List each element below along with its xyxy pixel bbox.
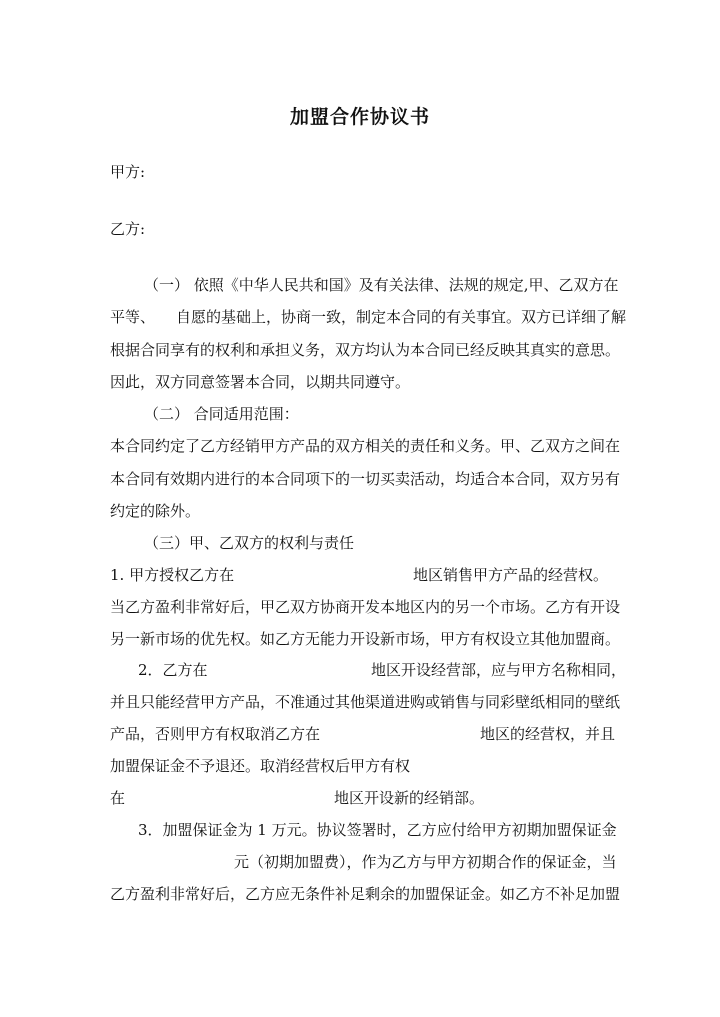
- clause-2-heading: （二） 合同适用范围：: [144, 405, 299, 423]
- clause-2-line-1: 本合同约定了乙方经销甲方产品的双方相关的责任和义务。甲、乙双方之间在: [110, 437, 621, 455]
- item-2-line-1a: 2．乙方在: [138, 661, 208, 679]
- item-2-line-3a: 产品，否则甲方有权取消乙方在: [110, 725, 321, 743]
- item-1-line-1b: 地区销售甲方产品的经营权。: [413, 566, 609, 584]
- item-2-line-4: 加盟保证金不予退还。取消经营权后甲方有权: [110, 757, 411, 775]
- party-b-label: 乙方:: [110, 220, 146, 238]
- item-2-line-2: 并且只能经营甲方产品，不准通过其他渠道进购或销售与同彩壁纸相同的壁纸: [110, 693, 621, 711]
- item-2-line-5b: 地区开设新的经销部。: [334, 789, 485, 807]
- item-1-line-2: 当乙方盈利非常好后，甲乙双方协商开发本地区内的另一个市场。乙方有开设: [110, 598, 621, 616]
- clause-1-line-1: （一） 依照《中华人民共和国》及有关法律、法规的规定,甲、乙双方在: [144, 276, 619, 294]
- clause-3-heading: （三）甲、乙双方的权利与责任: [144, 534, 355, 552]
- clause-1-line-2a: 平等、: [110, 308, 156, 326]
- item-3-line-1: 3．加盟保证金为 1 万元。协议签署时，乙方应付给甲方初期加盟保证金: [138, 821, 617, 839]
- item-2-line-1b: 地区开设经营部，应与甲方名称相同，: [371, 661, 627, 679]
- item-1-line-1a: 1. 甲方授权乙方在: [110, 566, 235, 584]
- clause-2-line-3: 约定的除外。: [110, 502, 201, 520]
- item-2-line-5a: 在: [110, 789, 126, 807]
- item-3-line-2: 元（初期加盟费），作为乙方与甲方初期合作的保证金，当: [234, 853, 617, 871]
- item-3-line-3: 乙方盈利非常好后，乙方应无条件补足剩余的加盟保证金。如乙方不补足加盟: [110, 885, 621, 903]
- clause-1-line-3: 根据合同享有的权利和承担义务，双方均认为本合同已经反映其真实的意思。: [110, 341, 621, 359]
- document-title: 加盟合作协议书: [289, 106, 430, 128]
- clause-1-line-4: 因此，双方同意签署本合同，以期共同遵守。: [110, 373, 411, 391]
- party-a-label: 甲方:: [110, 163, 146, 181]
- item-1-line-3: 另一新市场的优先权。如乙方无能力开设新市场，甲方有权设立其他加盟商。: [110, 630, 621, 648]
- clause-2-line-2: 本合同有效期内进行的本合同项下的一切买卖活动，均适合本合同，双方另有: [110, 470, 621, 488]
- item-2-line-3b: 地区的经营权，并且: [480, 725, 616, 743]
- clause-1-line-2b: 自愿的基础上，协商一致，制定本合同的有关事宜。双方已详细了解: [176, 308, 627, 326]
